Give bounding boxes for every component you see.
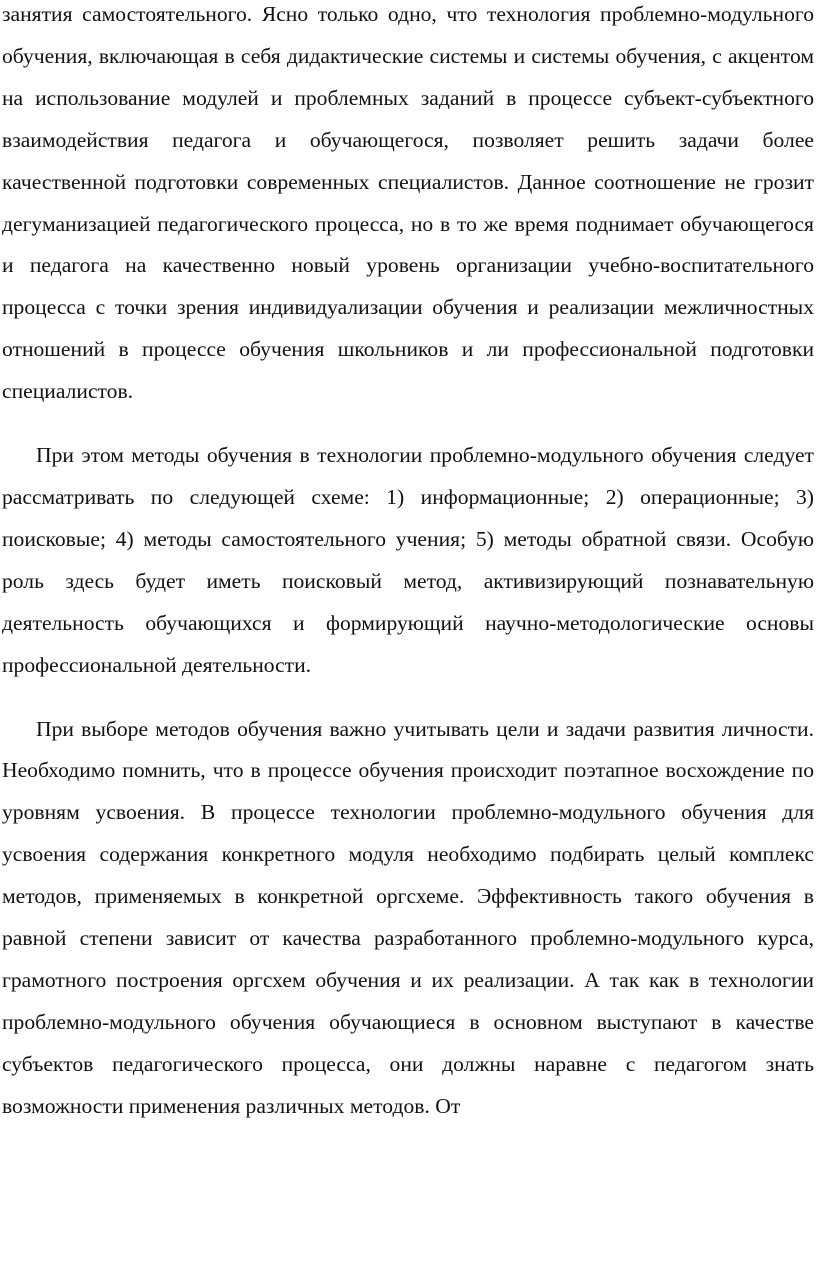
paragraph-continuation: занятия самостоятельного. Ясно только одно, что технология проблемно-модульного обучения, включающая в себя дидактические системы и системы обучения, с акцентом на использование модулей и проблемных заданий в процессе субъект-субъектного взаимодействия педагога и обучающегося, позволяет решить задачи более качественной подготовки современных специалистов. Данное соотношение не грозит дегуманизацией педагогического процесса, но в то же время поднимает обучающегося и педагога на качественно новый уровень организации учебно-воспитательного процесса с точки зрения индивидуализации обучения и реализации межличностных отношений в процессе обучения школьников и ли профессиональной подготовки специалистов. <box>2 2 814 404</box>
paragraph-teaching-methods: При этом методы обучения в технологии проблемно-модульного обучения следует рассматривать по следующей схеме: 1) информационные; 2) операционные; 3) поисковые; 4) методы самостоятельного учения; 5) методы обратной связи. Особую роль здесь будет иметь поисковый метод, активизирующий познавательную деятельность обучающихся и формирующий научно-методологические основы профессиональной деятельности. <box>2 443 814 677</box>
paragraph-method-selection: При выборе методов обучения важно учитывать цели и задачи развития личности. Необходимо помнить, что в процессе обучения происходит поэтапное восхождение по уровням усвоения. В процессе технологии проблемно-модульного обучения для усвоения содержания конкретного модуля необходимо подбирать целый комплекс методов, применяемых в конкретной оргсхеме. Эффективность такого обучения в равной степени зависит от качества разработанного проблемно-модульного курса, грамотного построения оргсхем обучения и их реализации. А так как в технологии проблемно-модульного обучения обучающиеся в основном выступают в качестве субъектов педагогического процесса, они должны наравне с педагогом знать возможности применения различных методов. От <box>2 716 814 1118</box>
